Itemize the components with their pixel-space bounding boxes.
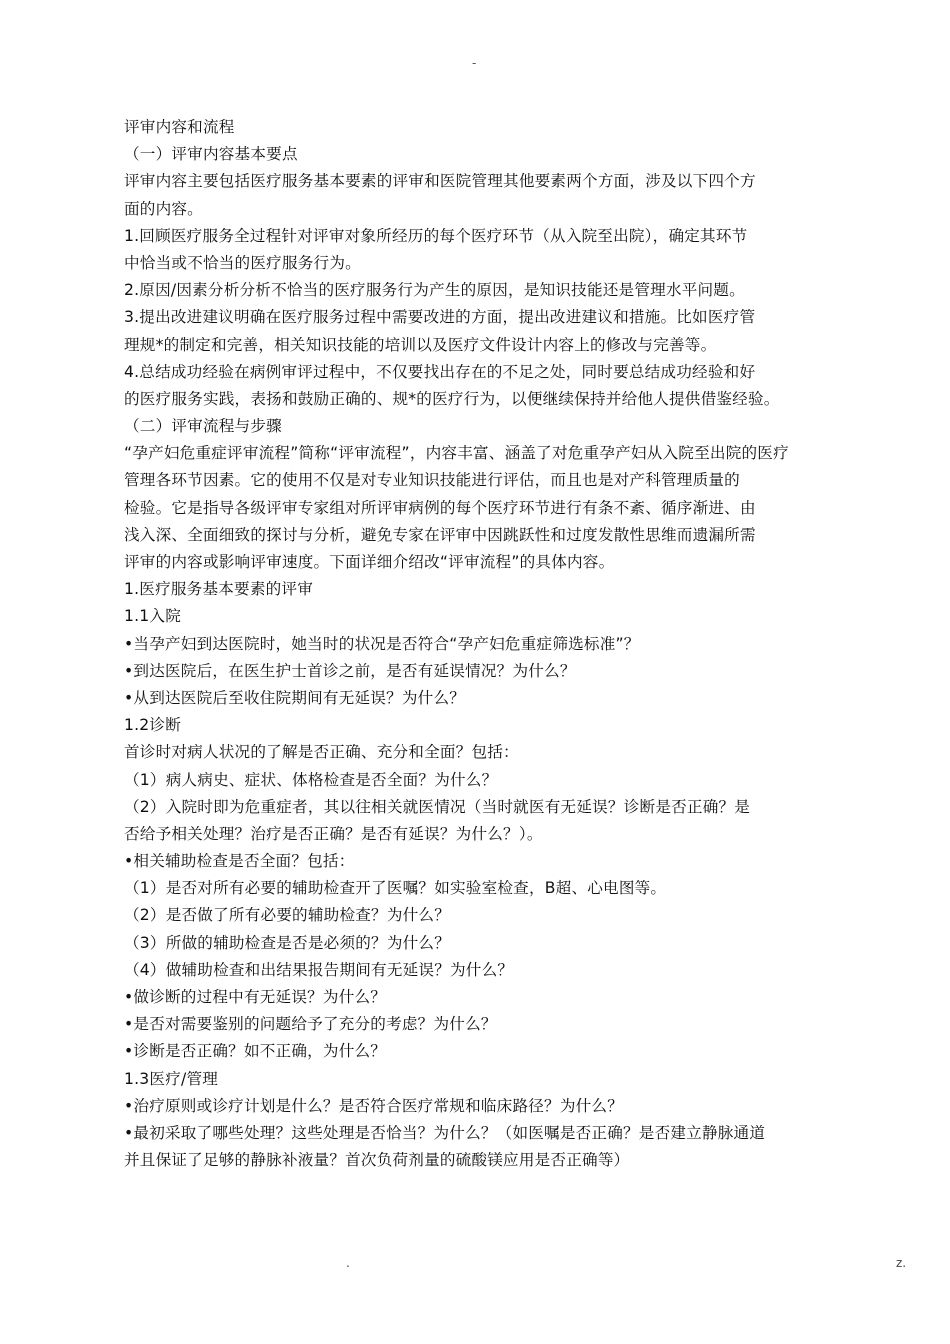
numbered-item: （1）病人病史、症状、体格检查是否全面？为什么？ — [124, 770, 498, 789]
paragraph-line: 的医疗服务实践，表扬和鼓励正确的、规*的医疗行为，以便继续保持并给他人提供借鉴经验。 — [124, 389, 780, 408]
paragraph-line: 浅入深、全面细致的探讨与分析，避免专家在评审中因跳跃性和过度发散性思维而遗漏所需 — [124, 525, 756, 544]
bullet-item: •诊断是否正确？如不正确，为什么？ — [124, 1042, 387, 1061]
paragraph-line: 管理各环节因素。它的使用不仅是对专业知识技能进行评估，而且也是对产科管理质量的 — [124, 471, 740, 490]
doc-title: 评审内容和流程 — [124, 118, 235, 136]
paragraph-line: 并且保证了足够的静脉补液量？首次负荷剂量的硫酸镁应用是否正确等） — [124, 1151, 630, 1170]
bullet-item: •最初采取了哪些处理？这些处理是否恰当？为什么？（如医嘱是否正确？是否建立静脉通道 — [124, 1123, 766, 1142]
subheading: 1.3医疗/管理 — [124, 1069, 219, 1088]
bullet-item: •相关辅助检查是否全面？包括： — [124, 852, 355, 871]
paragraph-line: 评审内容主要包括医疗服务基本要素的评审和医院管理其他要素两个方面，涉及以下四个方 — [124, 172, 756, 191]
paragraph-line: 否给予相关处理？治疗是否正确？是否有延误？为什么？）。 — [124, 824, 543, 843]
numbered-item: （4）做辅助检查和出结果报告期间有无延误？为什么？ — [124, 960, 514, 979]
numbered-item: （3）所做的辅助检查是否是必须的？为什么？ — [124, 933, 450, 952]
paragraph-line: 3.提出改进建议明确在医疗服务过程中需要改进的方面，提出改进建议和措施。比如医疗管 — [124, 308, 756, 327]
paragraph-line: 首诊时对病人状况的了解是否正确、充分和全面？包括： — [124, 743, 519, 762]
section-heading-2: （二）评审流程与步骤 — [124, 417, 282, 436]
bullet-item: •做诊断的过程中有无延误？为什么？ — [124, 988, 387, 1006]
paragraph-line: 2.原因/因素分析分析不恰当的医疗服务行为产生的原因，是知识技能还是管理水平问题。 — [124, 281, 745, 300]
bullet-item: •到达医院后，在医生护士首诊之前，是否有延误情况？为什么？ — [124, 661, 576, 680]
footer-mark-right: z. — [896, 1256, 907, 1270]
paragraph-line: 中恰当或不恰当的医疗服务行为。 — [124, 253, 361, 272]
bullet-item: •治疗原则或诊疗计划是什么？是否符合医疗常规和临床路径？为什么？ — [124, 1096, 624, 1115]
paragraph-line: 检验。它是指导各级评审专家组对所评审病例的每个医疗环节进行有条不紊、循序渐进、由 — [124, 498, 756, 517]
numbered-item: （1）是否对所有必要的辅助检查开了医嘱？如实验室检查，B超、心电图等。 — [124, 879, 667, 898]
numbered-item: （2）是否做了所有必要的辅助检查？为什么？ — [124, 906, 450, 925]
paragraph-line: 4.总结成功经验在病例审评过程中，不仅要找出存在的不足之处，同时要总结成功经验和好 — [124, 362, 756, 381]
footer-mark-left: . — [346, 1256, 350, 1270]
section-heading-1: （一）评审内容基本要点 — [124, 145, 298, 164]
paragraph-line: 面的内容。 — [124, 199, 203, 218]
document-body — [124, 114, 894, 1174]
bullet-item: •是否对需要鉴别的问题给予了充分的考虑？为什么？ — [124, 1015, 497, 1034]
header-mark: - — [472, 56, 477, 70]
numbered-item: （2）入院时即为危重症者，其以往相关就医情况（当时就医有无延误？诊断是否正确？是 — [124, 797, 751, 816]
subheading: 1.2诊断 — [124, 716, 181, 735]
paragraph-line: 评审的内容或影响评审速度。下面详细介绍改“评审流程”的具体内容。 — [124, 553, 615, 571]
paragraph-line: 理规*的制定和完善，相关知识技能的培训以及医疗文件设计内容上的修改与完善等。 — [124, 335, 717, 354]
bullet-item: •当孕产妇到达医院时，她当时的状况是否符合“孕产妇危重症筛选标准”？ — [124, 634, 640, 653]
bullet-item: •从到达医院后至收住院期间有无延误？为什么？ — [124, 688, 466, 707]
paragraph-line: “孕产妇危重症评审流程”简称“评审流程”，内容丰富、涵盖了对危重孕产妇从入院至出院的医疗 — [124, 444, 789, 463]
subheading: 1.1入院 — [124, 607, 181, 626]
paragraph-line: 1.回顾医疗服务全过程针对评审对象所经历的每个医疗环节（从入院至出院），确定其环节 — [124, 226, 748, 245]
subheading: 1.医疗服务基本要素的评审 — [124, 580, 314, 599]
